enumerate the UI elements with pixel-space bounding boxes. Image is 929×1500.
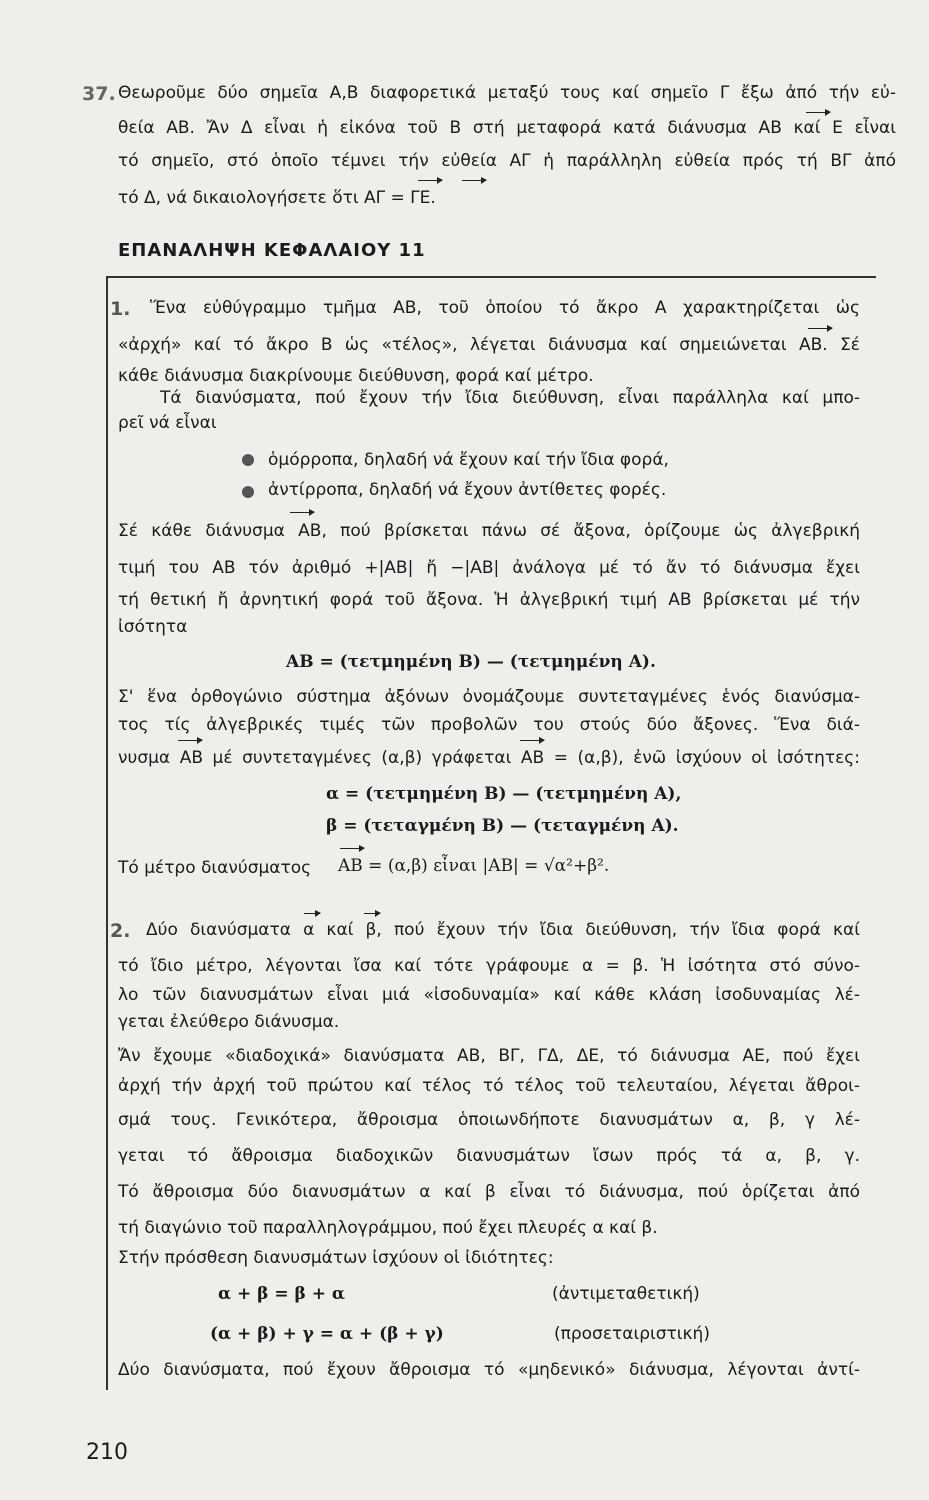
coordinates-line-1: Σ' ἕνα ὀρθογώνιο σύστημα ἀξόνων ὀνομάζουμε συντεταγμένες ἑνός διανύσμα- (118, 687, 860, 707)
item-1-line-3: κάθε διάνυσμα διακρίνουμε διεύθυνση, φορά καί μέτρο. (118, 366, 594, 386)
item-1-number: 1. (110, 298, 131, 320)
item-2-line-9: Τό ἄθροισμα δύο διανυσμάτων α καί β εἶναι τό διάνυσμα, πού ὁρίζεται ἀπό (118, 1182, 860, 1202)
item-2-line-4: γεται ἐλεύθερο διάνυσμα. (118, 1012, 340, 1032)
vector-arrow (462, 180, 486, 181)
magnitude-formula: ΑΒ = (α,β) εἶναι |ΑΒ| = √α²+β². (338, 856, 610, 876)
item-2-number: 2. (110, 920, 131, 942)
bullet-icon (242, 486, 254, 498)
item-2-line-6: ἀρχή τήν ἀρχή τοῦ πρώτου καί τέλος τό τέλος τοῦ τελευταίου, λέγεται ἄθροι- (118, 1076, 860, 1096)
vector-arrow (304, 913, 320, 914)
magnitude-label: Τό μέτρο διανύσματος (118, 858, 312, 878)
item-2-line-2: τό ἴδιο μέτρο, λέγονται ἴσα καί τότε γράφουμε α = β. Ἡ ἰσότητα στό σύνο- (118, 956, 860, 976)
vector-arrow (418, 180, 442, 181)
commutative-label: (ἀντιμεταθετική) (552, 1284, 700, 1304)
coordinates-line-3: νυσμα ΑΒ μέ συντεταγμένες (α,β) γράφεται ΑΒ = (α,β), ἐνῶ ἰσχύουν οἱ ἰσότητες: (118, 748, 860, 768)
algebraic-line-4: ἰσότητα (118, 617, 188, 637)
formula-algebraic-value: ΑΒ = (τετμημένη Β) — (τετμημένη Α). (286, 652, 656, 672)
algebraic-line-3: τή θετική ἤ ἀρνητική φορά τοῦ ἄξονα. Ἡ ἀλγεβρική τιμή ΑΒ βρίσκεται μέ τήν (118, 590, 860, 610)
box-top-rule (106, 276, 876, 278)
item-1-line-2: «ἀρχή» καί τό ἄκρο Β ὡς «τέλος», λέγεται διάνυσμα καί σημειώνεται ΑΒ. Σέ (118, 335, 860, 355)
box-left-rule (106, 278, 108, 1390)
exercise-line-1: Θεωροῦμε δύο σημεῖα Α,Β διαφορετικά μεταξύ τους καί σημεῖο Γ ἔξω ἀπό τήν εὐ- (118, 83, 896, 103)
commutative-formula: α + β = β + α (218, 1284, 345, 1304)
page-number: 210 (86, 1440, 128, 1465)
vector-arrow (520, 740, 544, 741)
item-1-line-5: ρεῖ νά εἶναι (118, 413, 217, 433)
item-2-line-3: λο τῶν διανυσμάτων εἶναι μιά «ἰσοδυναμία» καί κάθε κλάση ἰσοδυναμίας λέ- (118, 985, 860, 1005)
item-1-line-1: Ἕνα εὐθύγραμμο τμῆμα ΑΒ, τοῦ ὁποίου τό ἄκρο Α χαρακτηρίζεται ὡς (150, 298, 860, 318)
formula-beta: β = (τεταγμένη Β) — (τεταγμένη Α). (326, 816, 679, 836)
exercise-line-4: τό Δ, νά δικαιολογήσετε ὅτι ΑΓ = ΓΕ. (118, 188, 436, 208)
item-2-line-8: γεται τό ἄθροισμα διαδοχικῶν διανυσμάτων ἴσων πρός τά α, β, γ. (118, 1146, 860, 1166)
bullet-item-2: ἀντίρροπα, δηλαδή νά ἔχουν ἀντίθετες φορές. (268, 480, 667, 500)
vector-arrow (178, 740, 202, 741)
vector-arrow (364, 913, 380, 914)
item-2-line-5: Ἄν ἔχουμε «διαδοχικά» διανύσματα ΑΒ, ΒΓ, ΓΔ, ΔΕ, τό διάνυσμα ΑΕ, πού ἔχει (118, 1046, 860, 1066)
exercise-line-2: θεία ΑΒ. Ἄν Δ εἶναι ἡ εἰκόνα τοῦ Β στή μεταφορά κατά διάνυσμα ΑΒ καί Ε εἶναι (118, 118, 896, 138)
item-1-line-4: Τά διανύσματα, πού ἔχουν τήν ἴδια διεύθυνση, εἶναι παράλληλα καί μπο- (160, 388, 860, 408)
vector-arrow (808, 328, 832, 329)
vector-arrow (340, 848, 364, 849)
bullet-icon (242, 454, 254, 466)
bullet-item-1: ὁμόρροπα, δηλαδή νά ἔχουν καί τήν ἴδια φορά, (268, 450, 669, 470)
item-2-line-1: Δύο διανύσματα α καί β, πού ἔχουν τήν ἴδια διεύθυνση, τήν ἴδια φορά καί (146, 920, 860, 940)
algebraic-line-2: τιμή του ΑΒ τόν ἀριθμό +|ΑΒ| ἤ −|ΑΒ| ἀνάλογα μέ τό ἄν τό διάνυσμα ἔχει (118, 558, 860, 578)
item-2-line-7: σμά τους. Γενικότερα, ἄθροισμα ὁποιωνδήποτε διανυσμάτων α, β, γ λέ- (118, 1110, 860, 1130)
item-2-line-10: τή διαγώνιο τοῦ παραλληλογράμμου, πού ἔχει πλευρές α καί β. (118, 1218, 658, 1238)
item-2-last-line: Δύο διανύσματα, πού ἔχουν ἄθροισμα τό «μηδενικό» διάνυσμα, λέγονται ἀντί- (118, 1360, 860, 1380)
associative-formula: (α + β) + γ = α + (β + γ) (210, 1324, 444, 1344)
algebraic-line-1: Σέ κάθε διάνυσμα ΑΒ, πού βρίσκεται πάνω σέ ἄξονα, ὁρίζουμε ὡς ἀλγεβρική (118, 521, 860, 541)
exercise-line-3: τό σημεῖο, στό ὁποῖο τέμνει τήν εὐθεία ΑΓ ἡ παράλληλη εὐθεία πρός τή ΒΓ ἀπό (118, 151, 896, 171)
formula-alpha: α = (τετμημένη Β) — (τετμημένη Α), (326, 784, 682, 804)
coordinates-line-2: τος τίς ἀλγεβρικές τιμές τῶν προβολῶν του στούς δύο ἄξονες. Ἕνα διά- (118, 715, 860, 735)
chapter-heading: ΕΠΑΝΑΛΗΨΗ ΚΕΦΑΛΑΙΟΥ 11 (118, 240, 426, 261)
vector-arrow (806, 112, 830, 113)
item-2-line-11: Στήν πρόσθεση διανυσμάτων ἰσχύουν οἱ ἰδιότητες: (118, 1248, 554, 1268)
vector-arrow (290, 512, 314, 513)
exercise-number: 37. (82, 83, 116, 105)
associative-label: (προσεταιριστική) (554, 1324, 710, 1344)
